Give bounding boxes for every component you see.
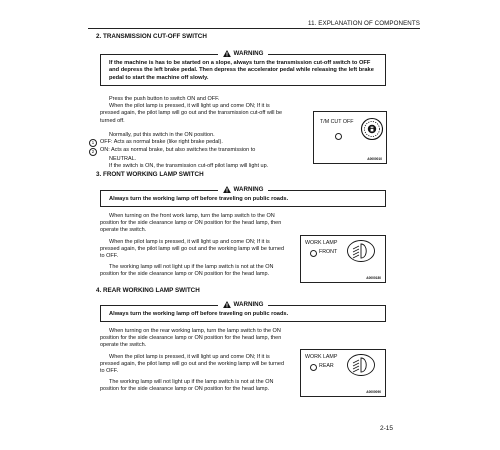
warning-label: WARNING (233, 186, 264, 193)
warning-box (100, 50, 386, 86)
switch-figure: T/M CUT OFF A0000010 (313, 111, 387, 164)
pilot-lamp-icon (310, 364, 317, 371)
section-title: 3. FRONT WORKING LAMP SWITCH (96, 171, 204, 178)
section-title: 4. REAR WORKING LAMP SWITCH (96, 287, 200, 294)
pilot-lamp-icon (335, 133, 342, 140)
list-item: 1 OFF: Acts as normal brake (like right brake pedal). (89, 139, 308, 147)
page-number: 2-15 (380, 425, 394, 432)
warning-triangle-icon (223, 186, 231, 193)
warning-box (100, 301, 386, 322)
switch-figure: WORK LAMP FRONT A0000180 (300, 235, 386, 283)
body-text: When turning on the front work lamp, turn the lamp switch to the ON position for the side clearance lamp or ON position for the head lamp, then operate the switch. When the pilot lamp is pressed, it will light up and come ON; If it is pressed again, the pilot lamp will go out and the working lamp will be turned to OFF. The working lamp will not light up if the lamp switch is not at the ON position for the side clearance lamp or ON position for the head lamp. (100, 213, 285, 278)
warning-label: WARNING (233, 301, 264, 308)
header-rule (88, 28, 420, 29)
work-lamp-symbol-icon (346, 239, 376, 263)
warning-text: Always turn the working lamp off before traveling on public roads. (109, 311, 289, 317)
section-title: 2. TRANSMISSION CUT-OFF SWITCH (96, 33, 207, 40)
tm-cutoff-symbol-icon (360, 117, 384, 141)
warning-text: Always turn the working lamp off before traveling on public roads. (109, 196, 289, 202)
body-text: Press the push button to switch ON and OFF. When the pilot lamp is pressed, it will light up and come ON; If it is pressed again, the pilot lamp will go out and the transmission cut-off will be turned off. Normally, put this switch in the ON position. 1 OFF: Acts as normal brake (like right brake pedal). 2 ON: Acts as normal brake, but also switches the transmission to NEUTRAL. If the switch is ON, the transmission cut-off pilot lamp will light up. (100, 96, 308, 170)
chapter-title: 11. EXPLANATION OF COMPONENTS (307, 20, 420, 27)
switch-figure: WORK LAMP REAR A0000090 (300, 349, 386, 397)
work-lamp-symbol-icon (346, 353, 376, 377)
body-text: When turning on the rear working lamp, turn the lamp switch to the ON position for the side clearance lamp or ON position for the head lamp, then operate the switch. When the pilot lamp is pressed, it will light up and come ON; If it is pressed again, the pilot lamp will go out and the working lamp will be turned to OFF. The working lamp will not light up if the lamp switch is not at the ON position for the side clearance lamp or ON position for the head lamp. (100, 328, 285, 393)
list-item: 2 ON: Acts as normal brake, but also switches the transmission to (89, 147, 308, 155)
warning-box (100, 186, 386, 207)
pilot-lamp-icon (310, 250, 317, 257)
warning-triangle-icon (223, 50, 231, 57)
warning-text: If the machine is has to be started on a slope, always turn the transmission cut-off switch to OFF and depress the left brake pedal. Then depress the accelerator pedal while releasing the left brake pedal to start the machine off slowly. (109, 60, 374, 81)
warning-triangle-icon (223, 301, 231, 308)
warning-label: WARNING (233, 50, 264, 57)
